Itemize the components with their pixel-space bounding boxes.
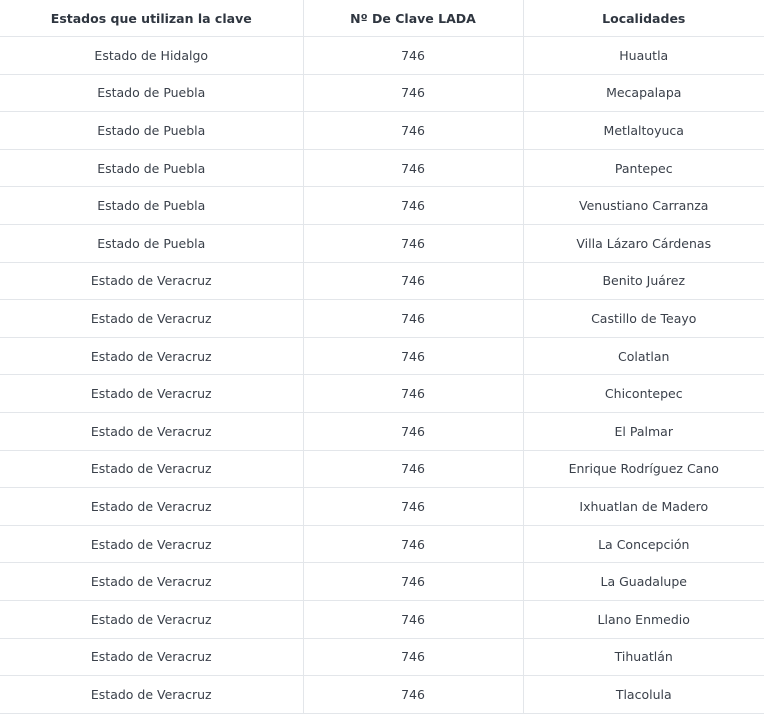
cell-estado: Estado de Veracruz bbox=[0, 337, 303, 375]
cell-localidad: Benito Juárez bbox=[523, 262, 764, 300]
table-row bbox=[0, 488, 764, 526]
table-header bbox=[0, 0, 764, 37]
cell-clave: 746 bbox=[303, 676, 523, 714]
cell-clave: 746 bbox=[303, 262, 523, 300]
header-row bbox=[0, 0, 764, 37]
cell-clave: 746 bbox=[303, 187, 523, 225]
table-body bbox=[0, 37, 764, 714]
cell-clave: 746 bbox=[303, 600, 523, 638]
cell-estado: Estado de Veracruz bbox=[0, 412, 303, 450]
cell-localidad: La Guadalupe bbox=[523, 563, 764, 601]
cell-localidad: Metlaltoyuca bbox=[523, 112, 764, 150]
cell-estado: Estado de Veracruz bbox=[0, 300, 303, 338]
table-row bbox=[0, 74, 764, 112]
cell-localidad: Villa Lázaro Cárdenas bbox=[523, 224, 764, 262]
table-row bbox=[0, 112, 764, 150]
cell-localidad: Castillo de Teayo bbox=[523, 300, 764, 338]
table-row bbox=[0, 37, 764, 75]
cell-estado: Estado de Veracruz bbox=[0, 488, 303, 526]
cell-estado: Estado de Puebla bbox=[0, 74, 303, 112]
cell-estado: Estado de Puebla bbox=[0, 187, 303, 225]
cell-clave: 746 bbox=[303, 300, 523, 338]
table-row bbox=[0, 224, 764, 262]
cell-localidad: Tihuatlán bbox=[523, 638, 764, 676]
table-row bbox=[0, 450, 764, 488]
table-row bbox=[0, 563, 764, 601]
table-row bbox=[0, 187, 764, 225]
cell-estado: Estado de Veracruz bbox=[0, 375, 303, 413]
cell-clave: 746 bbox=[303, 337, 523, 375]
table-row bbox=[0, 262, 764, 300]
column-header-clave-lada: Nº De Clave LADA bbox=[303, 0, 523, 37]
cell-estado: Estado de Veracruz bbox=[0, 563, 303, 601]
table-row bbox=[0, 600, 764, 638]
cell-clave: 746 bbox=[303, 563, 523, 601]
cell-localidad: Venustiano Carranza bbox=[523, 187, 764, 225]
table-row bbox=[0, 412, 764, 450]
cell-estado: Estado de Veracruz bbox=[0, 262, 303, 300]
cell-localidad: La Concepción bbox=[523, 525, 764, 563]
table-row bbox=[0, 375, 764, 413]
table-row bbox=[0, 149, 764, 187]
cell-clave: 746 bbox=[303, 488, 523, 526]
table-row bbox=[0, 300, 764, 338]
cell-localidad: Huautla bbox=[523, 37, 764, 75]
cell-clave: 746 bbox=[303, 375, 523, 413]
cell-estado: Estado de Puebla bbox=[0, 224, 303, 262]
cell-estado: Estado de Puebla bbox=[0, 149, 303, 187]
cell-localidad: Pantepec bbox=[523, 149, 764, 187]
table-row bbox=[0, 638, 764, 676]
cell-localidad: Mecapalapa bbox=[523, 74, 764, 112]
cell-localidad: Tlacolula bbox=[523, 676, 764, 714]
table-row bbox=[0, 676, 764, 714]
cell-estado: Estado de Veracruz bbox=[0, 450, 303, 488]
cell-localidad: Chicontepec bbox=[523, 375, 764, 413]
cell-localidad: Colatlan bbox=[523, 337, 764, 375]
cell-clave: 746 bbox=[303, 37, 523, 75]
cell-estado: Estado de Puebla bbox=[0, 112, 303, 150]
table-row bbox=[0, 525, 764, 563]
cell-clave: 746 bbox=[303, 149, 523, 187]
column-header-estados: Estados que utilizan la clave bbox=[0, 0, 303, 37]
table-row bbox=[0, 337, 764, 375]
cell-estado: Estado de Veracruz bbox=[0, 525, 303, 563]
cell-localidad: Llano Enmedio bbox=[523, 600, 764, 638]
cell-estado: Estado de Veracruz bbox=[0, 676, 303, 714]
cell-clave: 746 bbox=[303, 525, 523, 563]
cell-estado: Estado de Veracruz bbox=[0, 638, 303, 676]
cell-clave: 746 bbox=[303, 112, 523, 150]
column-header-localidades: Localidades bbox=[523, 0, 764, 37]
cell-clave: 746 bbox=[303, 74, 523, 112]
cell-clave: 746 bbox=[303, 224, 523, 262]
cell-localidad: El Palmar bbox=[523, 412, 764, 450]
cell-localidad: Ixhuatlan de Madero bbox=[523, 488, 764, 526]
cell-clave: 746 bbox=[303, 638, 523, 676]
cell-clave: 746 bbox=[303, 412, 523, 450]
cell-estado: Estado de Hidalgo bbox=[0, 37, 303, 75]
cell-estado: Estado de Veracruz bbox=[0, 600, 303, 638]
cell-localidad: Enrique Rodríguez Cano bbox=[523, 450, 764, 488]
cell-clave: 746 bbox=[303, 450, 523, 488]
